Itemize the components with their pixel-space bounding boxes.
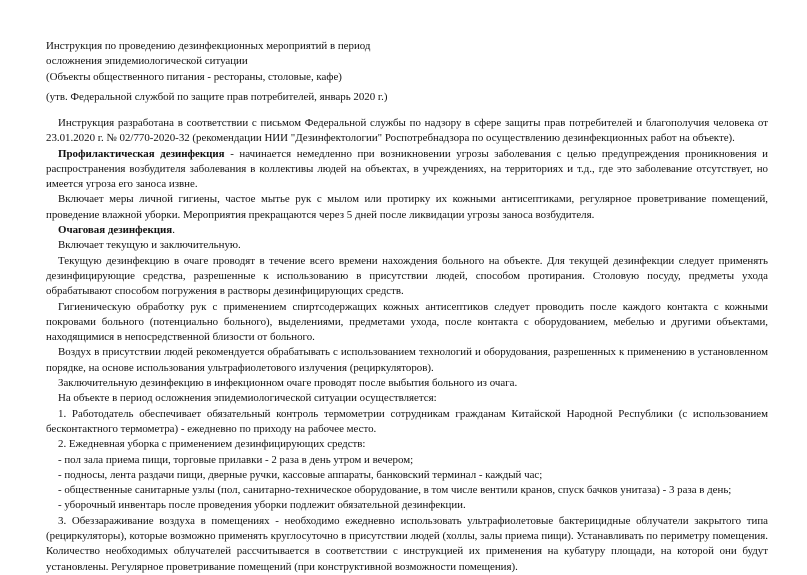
period-intro: На объекте в период осложнения эпидемиологической ситуации осуществляется: xyxy=(58,392,437,405)
focal-heading xyxy=(46,223,768,238)
focal-final: Заключительную дезинфекцию в инфекционном очаге проводят после выбытия больного из очага. xyxy=(58,377,518,390)
focal-air: Воздух в присутствии людей рекомендуется обрабатывать с использованием технологий и оборудования, разрешенных к применению в установленном порядке, на основе использования ультрафиолетового излучения (рециркуляторов). xyxy=(46,346,768,374)
list-item-3: 3. Обеззараживание воздуха в помещениях - необходимо ежедневно использовать ультрафиолетовые бактерицидные облучатели закрытого типа (рециркуляторы), которые возможно применять круглосуточно в присутствии людей (холлы, залы приема пищи). Устанавливать по периметру помещения. Количество необходимых облучателей рассчитывается в соответствии с инструкцией их применения на кубатуру площади, на которой они будут установлены. Регулярное проветривание помещений (при конструктивной возможности помещения). xyxy=(46,514,768,573)
document-title xyxy=(46,39,746,85)
approval-note: (утв. Федеральной службой по защите прав потребителей, январь 2020 г.) xyxy=(46,91,388,103)
list-item-2: 2. Ежедневная уборка с применением дезинфицирующих средств: xyxy=(58,438,366,451)
list-subitem: - общественные санитарные узлы (пол, санитарно-техническое оборудование, в том числе вентили кранов, спуск бачков унитаза) - 3 раза в день; xyxy=(58,484,732,497)
title-line-1: Инструкция по проведению дезинфекционных мероприятий в период xyxy=(46,40,371,52)
focal-term: Очаговая дезинфекция xyxy=(58,224,173,237)
list-subitem: - подносы, лента раздачи пищи, дверные ручки, кассовые аппараты, банковский терминал - каждый час; xyxy=(58,468,543,481)
list-subitem: - уборочный инвентарь после проведения уборки подлежит обязательной дезинфекции. xyxy=(58,499,466,512)
prophylactic-term: Профилактическая дезинфекция xyxy=(58,147,225,160)
focal-includes: Включает текущую и заключительную. xyxy=(58,239,241,252)
title-line-3: (Объекты общественного питания - рестораны, столовые, кафе) xyxy=(46,70,342,83)
prophylactic-measures: Включает меры личной гигиены, частое мытье рук с мылом или протирку их кожными антисептиками, регулярное проветривание помещений, проведение влажной уборки. Мероприятия прекращаются через 5 дней после ликвидации угрозы заноса возбудителя. xyxy=(46,193,768,221)
prophylactic-text: - начинается немедленно при возникновении угрозы заболевания с целью предупреждения проникновения и распространения возбудителя заболевания в коллективы людей на объектах, в учреждениях, на территориях и т.д., где это заболевание отсутствует, но имеется угроза его заноса извне. xyxy=(46,147,768,191)
document-body xyxy=(46,116,768,575)
list-item-1: 1. Работодатель обеспечивает обязательный контроль термометрии сотрудникам гражданам Китайской Народной Республики (с использованием бесконтактного термометра) - ежедневно по приходу на рабочее место. xyxy=(46,407,768,435)
title-line-2: осложнения эпидемиологической ситуации xyxy=(46,55,248,68)
prophylactic-paragraph xyxy=(46,147,768,193)
focal-term-suffix: . xyxy=(172,224,175,237)
intro-paragraph: Инструкция разработана в соответствии с письмом Федеральной службы по надзору в сфере защиты прав потребителей и благополучия человека от 23.01.2020 г. № 02/770-2020-32 (рекомендации НИИ "Дезинфектологии" Роспотребнадзора по осуществлению дезинфекционных работ на объекте). xyxy=(46,117,768,145)
focal-current: Текущую дезинфекцию в очаге проводят в течение всего времени нахождения больного на объекте. Для текущей дезинфекции следует применять дезинфицирующие средства, разрешенные к использованию в присутствии людей, способом протирания. Столовую посуду, предметы ухода обрабатывают способом погружения в растворы дезинфицирующих средств. xyxy=(46,254,768,298)
focal-hands: Гигиеническую обработку рук с применением спиртсодержащих кожных антисептиков следует проводить после каждого контакта с кожными покровами больного (потенциально больного), выделениями, предметами ухода, после контакта с оборудованием, мебелью и другими объектами, находящимися в непосредственной близости от больного. xyxy=(46,300,768,344)
list-subitem: - пол зала приема пищи, торговые прилавки - 2 раза в день утром и вечером; xyxy=(58,453,414,466)
